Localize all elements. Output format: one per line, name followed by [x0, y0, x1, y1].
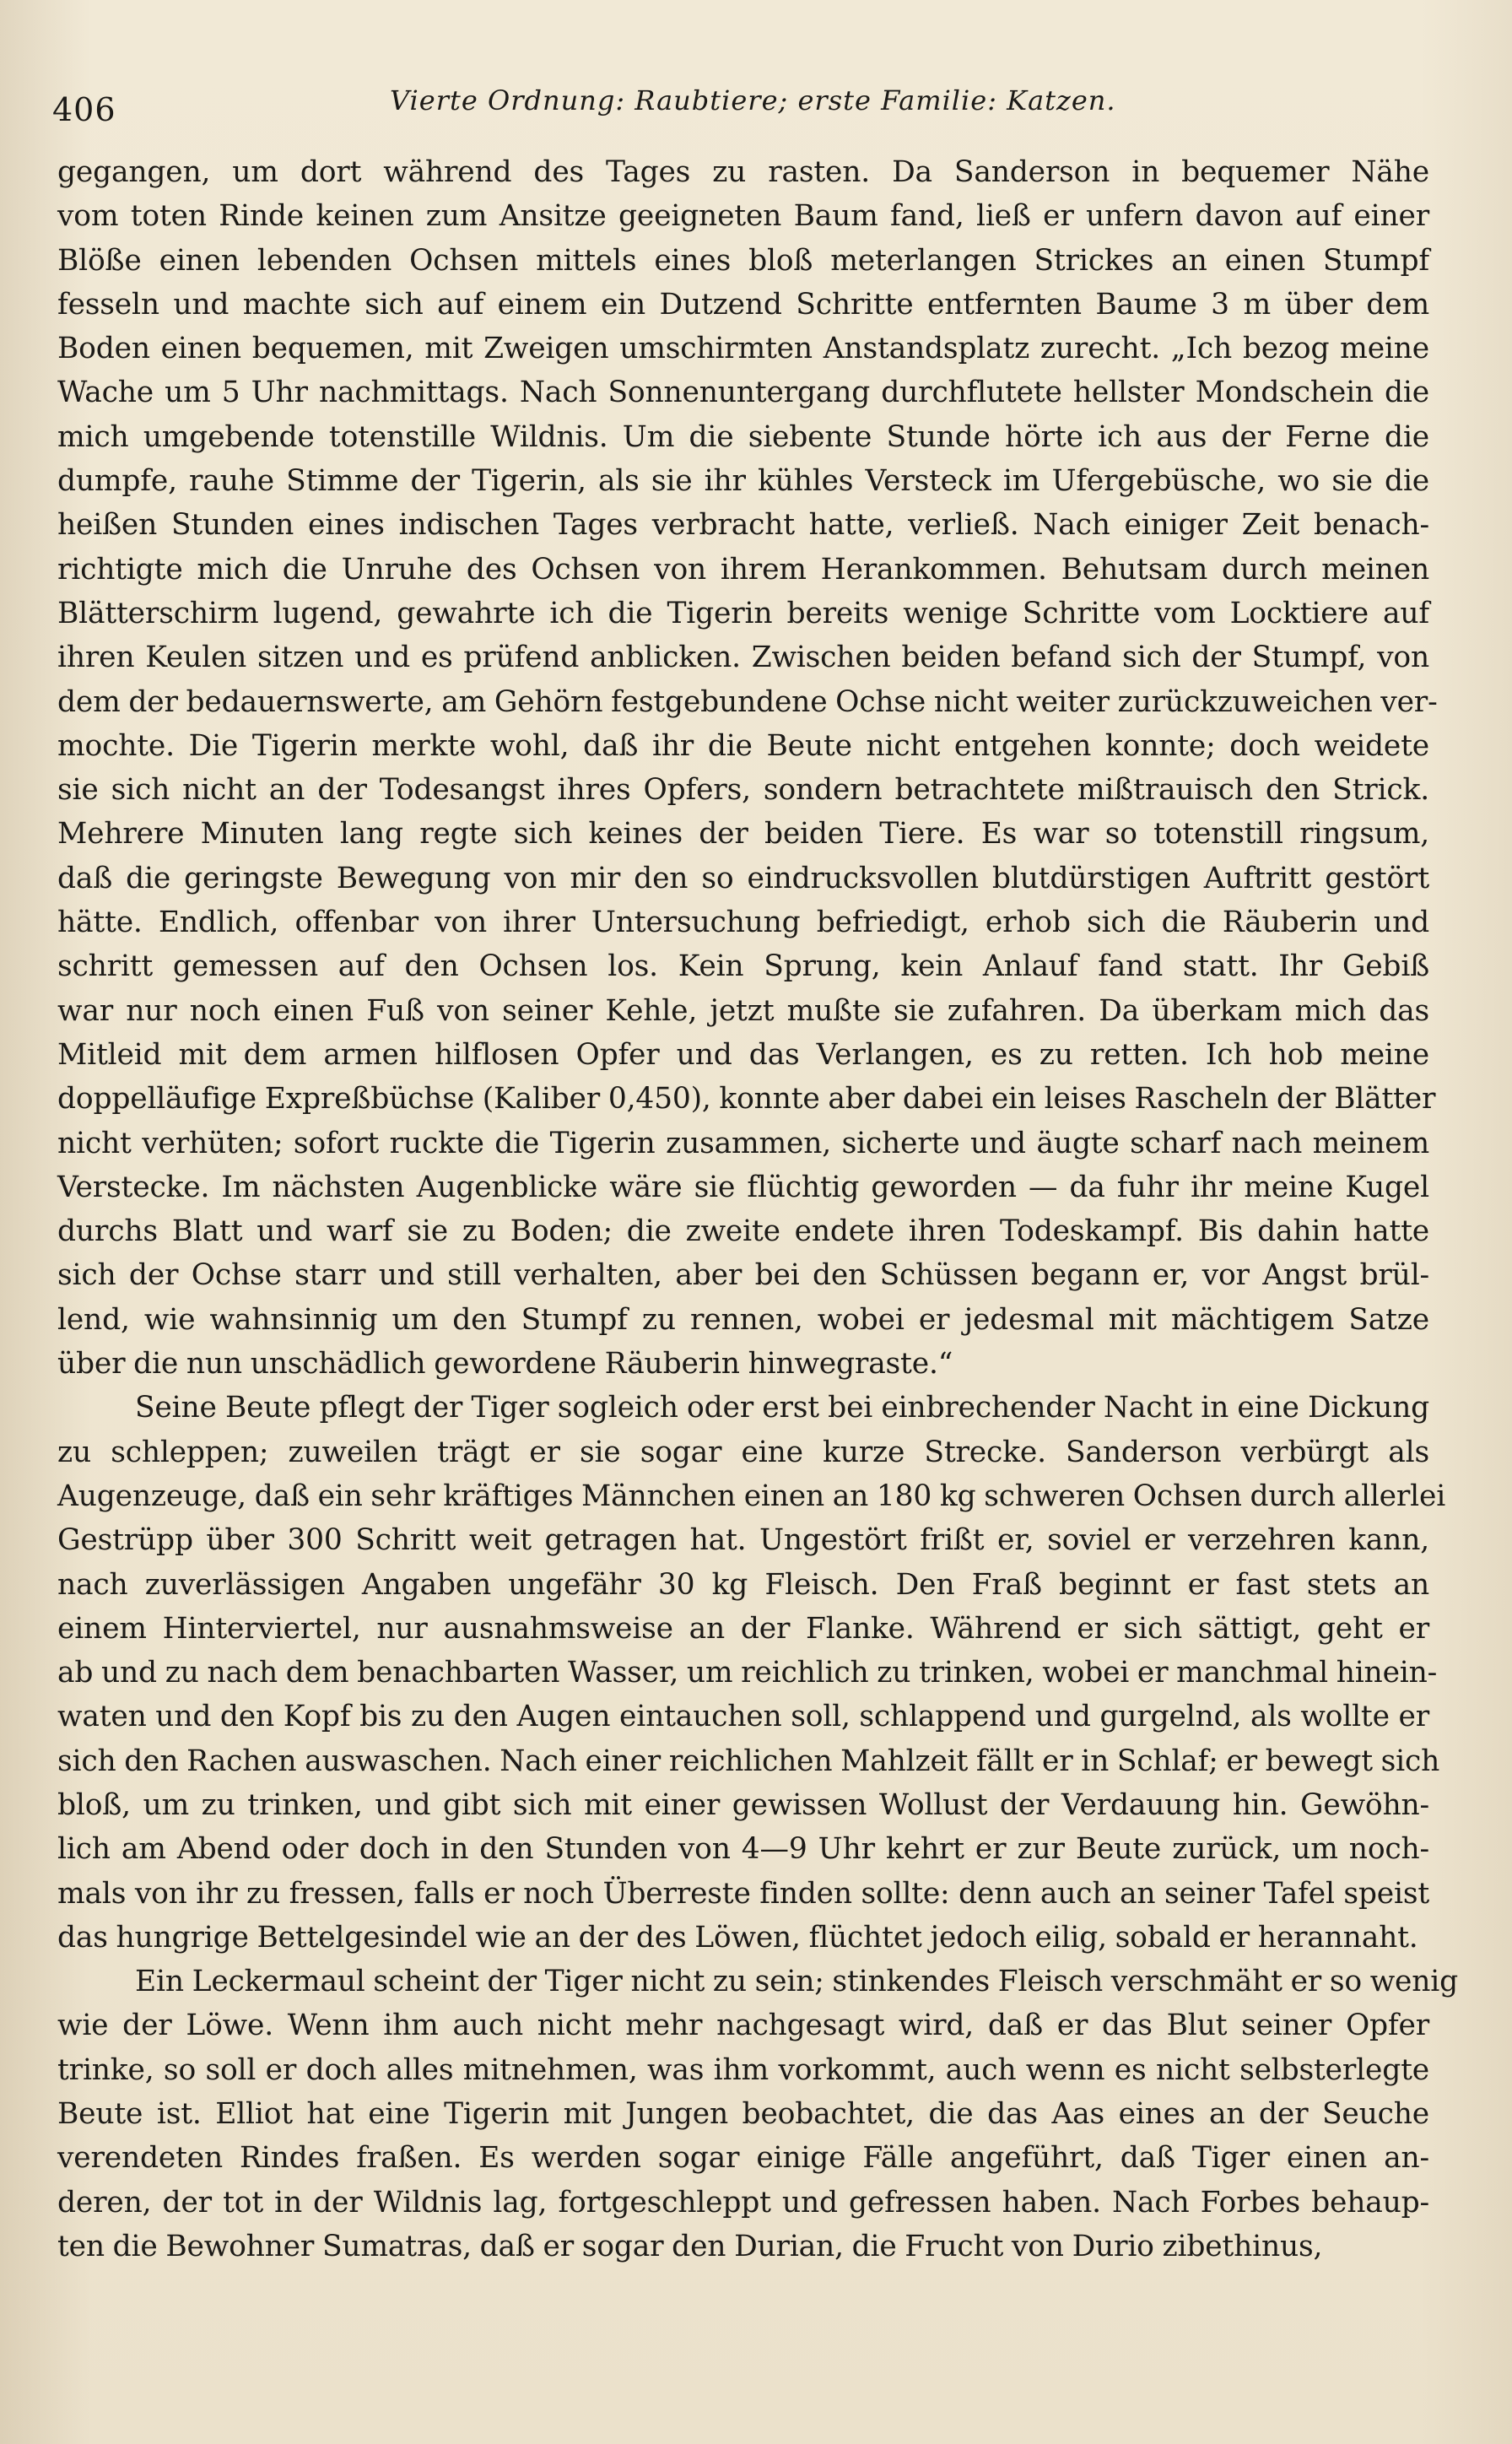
text-line: sie sich nicht an der Todesangst ihres Opfers, sondern betrachtete mißtrauisch den Strick.: [57, 773, 1429, 808]
text-line: über die nun unschädlich gewordene Räuberin hinwegraste.“: [57, 1347, 953, 1382]
text-line: gegangen, um dort während des Tages zu rasten. Da Sanderson in bequemer Nähe: [57, 155, 1429, 189]
text-line: das hungrige Bettelgesindel wie an der des Löwen, flüchtet jedoch eilig, sobald er herannaht.: [57, 1920, 1418, 1955]
text-line: ten die Bewohner Sumatras, daß er sogar den Durian, die Frucht von Durio zibethinus,: [57, 2229, 1323, 2263]
text-line: Gestrüpp über 300 Schritt weit getragen hat. Ungestört frißt er, soviel er verzehren kann,: [57, 1523, 1429, 1558]
text-line: durchs Blatt und warf sie zu Boden; die zweite endete ihren Todeskampf. Bis dahin hatte: [57, 1214, 1429, 1249]
text-line: dumpfe, rauhe Stimme der Tigerin, als sie ihr kühles Versteck im Ufergebüsche, wo sie die: [57, 464, 1429, 499]
text-line: doppelläufige Expreßbüchse (Kaliber 0,450), konnte aber dabei ein leises Rascheln der Blätter: [57, 1082, 1436, 1117]
text-line: nicht verhüten; sofort ruckte die Tigerin zusammen, sicherte und äugte scharf nach meinem: [57, 1126, 1429, 1160]
text-line: Blöße einen lebenden Ochsen mittels eines bloß meterlangen Strickes an einen Stumpf: [57, 243, 1429, 278]
text-line: war nur noch einen Fuß von seiner Kehle, jetzt mußte sie zufahren. Da überkam mich das: [57, 993, 1429, 1028]
paragraph: [57, 150, 1438, 1386]
text-line: mich umgebende totenstille Wildnis. Um die siebente Stunde hörte ich aus der Ferne die: [57, 419, 1429, 454]
text-line: verendeten Rindes fraßen. Es werden sogar einige Fälle angeführt, daß Tiger einen an-: [57, 2141, 1429, 2176]
text-line: richtigte mich die Unruhe des Ochsen von ihrem Herankommen. Behutsam durch meinen: [57, 552, 1429, 587]
text-line: Blätterschirm lugend, gewahrte ich die Tigerin bereits wenige Schritte vom Locktiere auf: [57, 596, 1429, 630]
text-line: trinke, so soll er doch alles mitnehmen, was ihm vorkommt, auch wenn es nicht selbsterlegte: [57, 2052, 1429, 2087]
text-line: nach zuverlässigen Angaben ungefähr 30 kg Fleisch. Den Fraß beginnt er fast stets an: [57, 1567, 1429, 1602]
text-line: ihren Keulen sitzen und es prüfend anblicken. Zwischen beiden befand sich der Stumpf, von: [57, 641, 1429, 675]
body-text: [57, 150, 1458, 2268]
text-line: dem der bedauernswerte, am Gehörn festgebundene Ochse nicht weiter zurückzuweichen ver-: [57, 684, 1438, 719]
text-line: hätte. Endlich, offenbar von ihrer Untersuchung befriedigt, erhob sich die Räuberin und: [57, 906, 1429, 940]
text-line: Wache um 5 Uhr nachmittags. Nach Sonnenuntergang durchflutete hellster Mondschein die: [57, 376, 1429, 410]
text-line: fesseln und machte sich auf einem ein Dutzend Schritte entfernten Baume 3 m über dem: [57, 287, 1429, 322]
text-line: zu schleppen; zuweilen trägt er sie sogar eine kurze Strecke. Sanderson verbürgt als: [57, 1435, 1429, 1469]
text-line: lich am Abend oder doch in den Stunden von 4—9 Uhr kehrt er zur Beute zurück, um noch-: [57, 1832, 1429, 1867]
text-line: lend, wie wahnsinnig um den Stumpf zu rennen, wobei er jedesmal mit mächtigem Satze: [57, 1302, 1429, 1337]
text-line: Mitleid mit dem armen hilflosen Opfer und das Verlangen, es zu retten. Ich hob meine: [57, 1037, 1429, 1072]
text-line: Verstecke. Im nächsten Augenblicke wäre sie flüchtig geworden — da fuhr ihr meine Kugel: [57, 1170, 1429, 1204]
text-line: ab und zu nach dem benachbarten Wasser, um reichlich zu trinken, wobei er manchmal hinein-: [57, 1656, 1438, 1690]
text-line: Augenzeuge, daß ein sehr kräftiges Männchen einen an 180 kg schweren Ochsen durch allerlei: [57, 1479, 1446, 1513]
page-header: [52, 84, 1436, 135]
text-line: bloß, um zu trinken, und gibt sich mit einer gewissen Wollust der Verdauung hin. Gewöhn-: [57, 1787, 1429, 1822]
text-line: einem Hinterviertel, nur ausnahmsweise an der Flanke. Während er sich sättigt, geht er: [57, 1611, 1429, 1646]
text-line: Beute ist. Elliot hat eine Tigerin mit Jungen beobachtet, die das Aas eines an der Seuche: [57, 2097, 1429, 2132]
text-line: Mehrere Minuten lang regte sich keines der beiden Tiere. Es war so totenstill ringsum,: [57, 817, 1429, 852]
text-line: Ein Leckermaul scheint der Tiger nicht zu sein; stinkendes Fleisch verschmäht er so wenig: [135, 1965, 1458, 1999]
text-line: mochte. Die Tigerin merkte wohl, daß ihr die Beute nicht entgehen konnte; doch weidete: [57, 728, 1429, 763]
text-line: wie der Löwe. Wenn ihm auch nicht mehr nachgesagt wird, daß er das Blut seiner Opfer: [57, 2009, 1429, 2043]
paragraph: [57, 1960, 1458, 2268]
text-line: vom toten Rinde keinen zum Ansitze geeigneten Baum fand, ließ er unfern davon auf einer: [57, 199, 1429, 234]
text-line: deren, der tot in der Wildnis lag, fortgeschleppt und gefressen haben. Nach Forbes behaup-: [57, 2185, 1429, 2220]
text-line: heißen Stunden eines indischen Tages verbracht hatte, verließ. Nach einiger Zeit benach-: [57, 508, 1429, 543]
text-line: Boden einen bequemen, mit Zweigen umschirmten Anstandsplatz zurecht. „Ich bezog meine: [57, 332, 1429, 366]
text-line: Seine Beute pflegt der Tiger sogleich oder erst bei einbrechender Nacht in eine Dickung: [135, 1391, 1429, 1425]
text-line: sich der Ochse starr und still verhalten, aber bei den Schüssen begann er, vor Angst brül-: [57, 1258, 1429, 1293]
text-line: mals von ihr zu fressen, falls er noch Überreste finden sollte: denn auch an seiner Tafel speist: [57, 1876, 1429, 1911]
text-line: waten und den Kopf bis zu den Augen eintauchen soll, schlappend und gurgelnd, als wollte er: [57, 1700, 1429, 1734]
text-line: sich den Rachen auswaschen. Nach einer reichlichen Mahlzeit fällt er in Schlaf; er bewegt sich: [57, 1744, 1440, 1778]
paragraph: [57, 1386, 1446, 1960]
page-number: 406: [52, 91, 116, 128]
text-line: schritt gemessen auf den Ochsen los. Kein Sprung, kein Anlauf fand statt. Ihr Gebiß: [57, 949, 1429, 984]
text-line: daß die geringste Bewegung von mir den so eindrucksvollen blutdürstigen Auftritt gestört: [57, 861, 1429, 895]
running-head: Vierte Ordnung: Raubtiere; erste Familie: Katzen.: [390, 84, 1116, 116]
